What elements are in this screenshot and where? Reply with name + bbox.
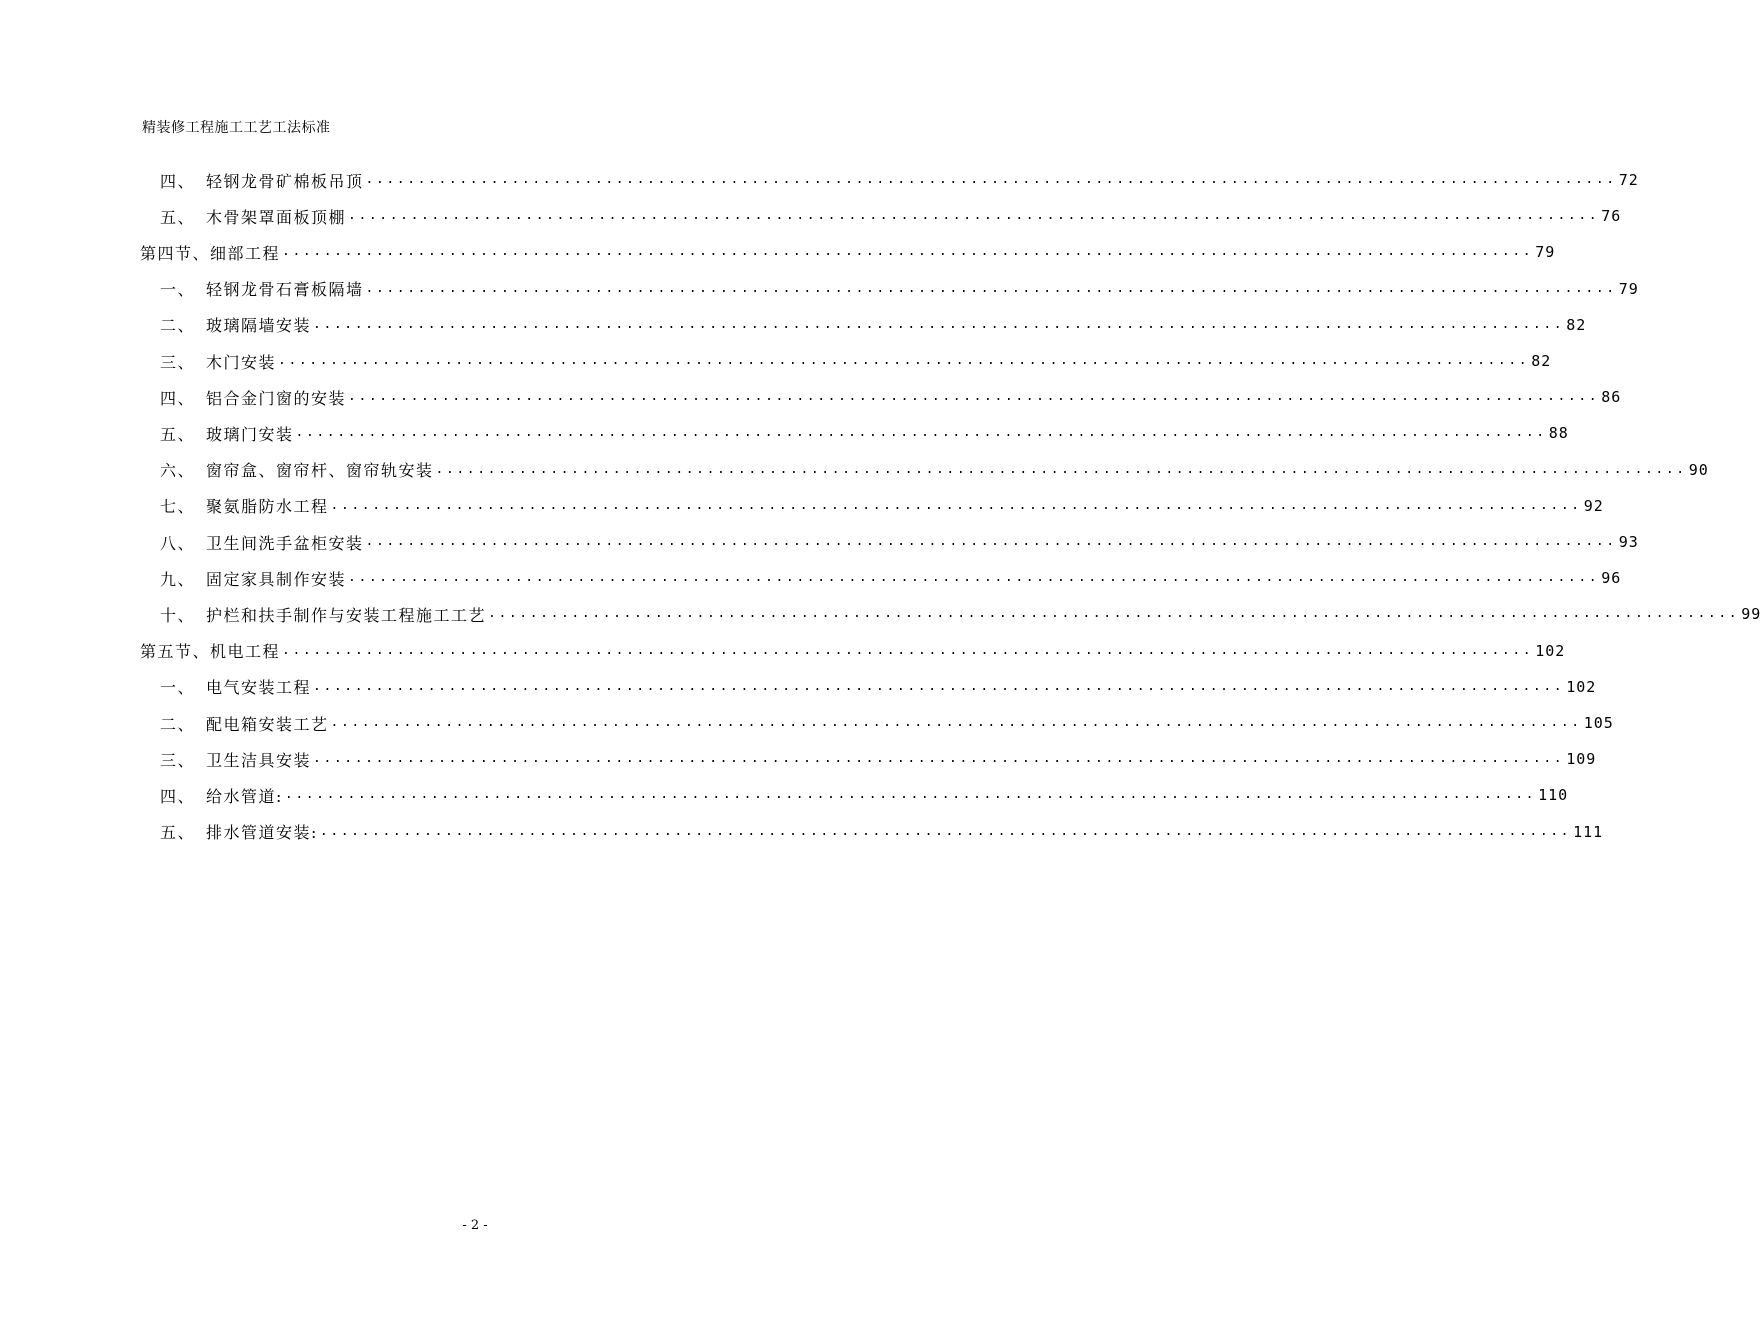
toc-entry[interactable] [160, 747, 1597, 771]
toc-entry-page: 86 [1601, 388, 1622, 407]
toc-entry-number: 三、 [160, 352, 196, 372]
toc-entry[interactable] [160, 530, 1639, 554]
toc-leader-dots: ........................................................................................................................ [282, 642, 1534, 658]
toc-entry-page: 99 [1741, 605, 1761, 624]
toc-entry-page: 90 [1688, 460, 1709, 479]
toc-entry[interactable] [160, 349, 1552, 373]
toc-entry[interactable] [160, 820, 1604, 844]
toc-entry[interactable] [160, 204, 1622, 228]
toc-entry-page: 105 [1583, 714, 1614, 732]
toc-entry-number: 八、 [160, 533, 196, 553]
toc-entry-page: 102 [1535, 641, 1566, 660]
toc-entry-page: 96 [1601, 569, 1622, 588]
running-header: 精装修工程施工工艺工法标准 [142, 120, 331, 136]
toc-leader-dots: ........................................................................................................................ [365, 534, 1617, 549]
toc-entry[interactable] [160, 458, 1709, 482]
toc-entry-number: 四、 [160, 171, 196, 191]
toc-entry-title: 电气安装工程 [206, 678, 312, 698]
toc-entry-title: 卫生间洗手盆柜安装 [206, 533, 364, 553]
toc-entry[interactable] [160, 421, 1569, 445]
toc-entry-number: 七、 [160, 497, 196, 517]
toc-entry[interactable] [160, 385, 1622, 409]
toc-entry-number: 三、 [160, 750, 196, 770]
toc-entry[interactable] [160, 313, 1587, 337]
toc-entry-title: 铝合金门窗的安装 [206, 388, 347, 408]
toc-entry-page: 82 [1531, 352, 1552, 370]
toc-entry[interactable] [160, 783, 1569, 807]
toc-leader-dots: ........................................................................................................................ [313, 678, 1565, 694]
toc-entry-page: 72 [1618, 171, 1639, 189]
toc-entry-title: 玻璃隔墙安装 [206, 316, 312, 336]
toc-entry-number: 四、 [160, 786, 196, 806]
toc-entry-number: 十、 [160, 605, 196, 625]
toc-entry-page: 102 [1566, 677, 1597, 696]
toc-entry-number: 四、 [160, 388, 196, 408]
toc-entry-title: 轻钢龙骨石膏板隔墙 [206, 280, 364, 300]
toc-leader-dots: ........................................................................................................................ [313, 316, 1565, 332]
toc-entry[interactable] [160, 675, 1597, 699]
toc-entry-number: 五、 [160, 424, 196, 444]
toc-entry-number: 一、 [160, 678, 196, 698]
toc-leader-dots: ........................................................................................................................ [365, 172, 1617, 187]
toc-entry-number: 六、 [160, 461, 196, 481]
toc-section-entry[interactable] [140, 639, 1566, 663]
toc-entry[interactable] [160, 602, 1761, 626]
toc-entry-number: 九、 [160, 569, 196, 589]
toc-leader-dots: ........................................................................................................................ [348, 570, 1600, 586]
toc-leader-dots: ........................................................................................................................ [295, 425, 1547, 441]
toc-entry-title: 木骨架罩面板顶棚 [206, 207, 347, 227]
toc-entry[interactable] [160, 711, 1614, 735]
toc-entry-title: 玻璃门安装 [206, 424, 294, 444]
toc-entry[interactable] [160, 277, 1639, 301]
toc-entry[interactable] [160, 566, 1622, 590]
toc-entry-page: 76 [1601, 207, 1622, 226]
toc-entry-title: 固定家具制作安装 [206, 569, 347, 589]
toc-leader-dots: ........................................................................................................................ [278, 353, 1530, 368]
toc-entry-number: 一、 [160, 280, 196, 300]
toc-entry-page: 79 [1618, 279, 1639, 298]
toc-entry-title: 窗帘盒、窗帘杆、窗帘轨安装 [206, 461, 434, 481]
toc-section-entry[interactable] [140, 240, 1556, 264]
toc-entry-number: 五、 [160, 823, 196, 843]
toc-leader-dots: ........................................................................................................................ [313, 751, 1565, 767]
toc-entry-title: 配电箱安装工艺 [206, 714, 329, 734]
toc-entry-page: 88 [1548, 424, 1569, 443]
toc-entry-page: 92 [1583, 496, 1604, 515]
toc-entry-title: 第五节、机电工程 [140, 642, 281, 662]
toc-entry-title: 轻钢龙骨矿棉板吊顶 [206, 171, 364, 191]
toc-entry-title: 卫生洁具安装 [206, 750, 312, 770]
toc-leader-dots: ........................................................................................................................ [488, 606, 1740, 622]
toc-entry-number: 二、 [160, 316, 196, 336]
toc-entry-title: 护栏和扶手制作与安装工程施工工艺 [206, 605, 487, 625]
toc-entry-number: 二、 [160, 714, 196, 734]
toc-entry-page: 110 [1538, 786, 1569, 805]
toc-entry-title: 木门安装 [206, 352, 277, 372]
page-number: - 2 - [462, 1218, 488, 1233]
toc-entry-title: 排水管道安装: [206, 823, 318, 843]
toc-entry[interactable] [160, 494, 1604, 518]
toc-entry-page: 111 [1573, 822, 1604, 841]
toc-entry-number: 五、 [160, 207, 196, 227]
toc-leader-dots: ........................................................................................................................ [282, 244, 1534, 260]
toc-entry-page: 93 [1618, 533, 1639, 551]
toc-entry-title: 给水管道: [206, 786, 283, 806]
toc-leader-dots: ........................................................................................................................ [348, 208, 1600, 224]
toc-entry-page: 79 [1535, 243, 1556, 262]
toc-leader-dots: ........................................................................................................................ [319, 823, 1572, 839]
toc-leader-dots: ........................................................................................................................ [435, 461, 1687, 477]
toc-entry[interactable] [160, 168, 1639, 192]
toc-leader-dots: ........................................................................................................................ [365, 280, 1617, 296]
toc-leader-dots: ........................................................................................................................ [284, 787, 1537, 803]
toc-leader-dots: ........................................................................................................................ [330, 715, 1582, 730]
toc-entry-title: 聚氨脂防水工程 [206, 497, 329, 517]
toc-entry-page: 109 [1566, 750, 1597, 769]
toc-entry-title: 第四节、细部工程 [140, 243, 281, 263]
toc-entry-page: 82 [1566, 315, 1587, 334]
toc-leader-dots: ........................................................................................................................ [330, 497, 1582, 513]
toc-leader-dots: ........................................................................................................................ [348, 389, 1600, 405]
